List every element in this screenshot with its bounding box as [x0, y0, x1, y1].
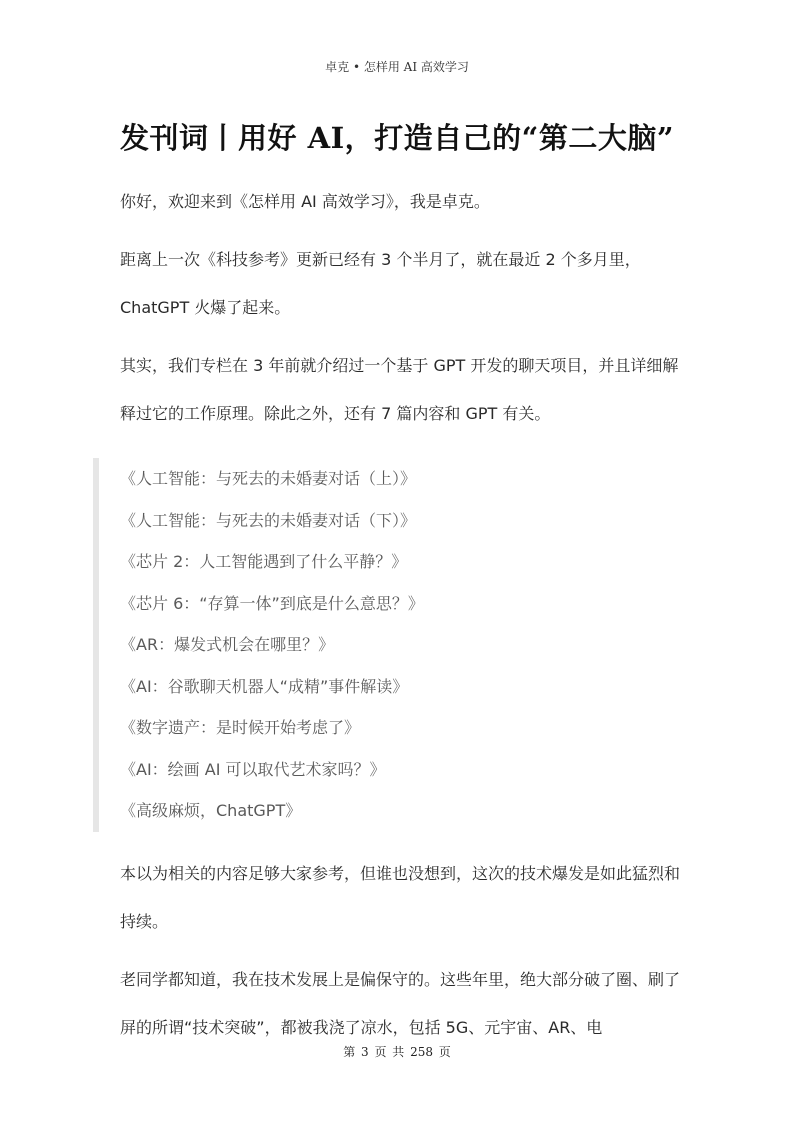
intro-paragraph-greeting: 你好，欢迎来到《怎样用 AI 高效学习》，我是卓克。: [120, 192, 490, 211]
page-number-footer: 第 3 页 共 258 页: [343, 1045, 451, 1059]
intro-paragraph-update: 距离上一次《科技参考》更新已经有 3 个半月了，就在最近 2 个多月里，ChatGPT 火爆了起来。: [120, 250, 641, 317]
related-article-item: 《人工智能：与死去的未婚妻对话（下）》: [120, 510, 417, 530]
related-article-item: 《芯片 6：“存算一体”到底是什么意思？》: [120, 593, 424, 613]
related-article-item: 《AI：绘画 AI 可以取代艺术家吗？》: [120, 759, 386, 779]
related-article-item: 《AR：爆发式机会在哪里？》: [120, 635, 335, 654]
related-article-item: 《数字遗产：是时候开始考虑了》: [120, 718, 361, 737]
related-article-item: 《芯片 2：人工智能遇到了什么平静？》: [120, 552, 408, 571]
related-article-item: 《AI：谷歌聊天机器人“成精”事件解读》: [120, 676, 409, 696]
intro-paragraph-history: 其实，我们专栏在 3 年前就介绍过一个基于 GPT 开发的聊天项目，并且详细解释过它的工作原理。除此之外，还有 7 篇内容和 GPT 有关。: [120, 356, 679, 423]
outro-paragraph-conservative: 老同学都知道，我在技术发展上是偏保守的。这些年里，绝大部分破了圈、刷了屏的所谓“技术突破”，都被我浇了凉水，包括 5G、元宇宙、AR、电: [120, 969, 681, 1037]
outro-paragraph-surprise: 本以为相关的内容足够大家参考，但谁也没想到，这次的技术爆发是如此猛烈和持续。: [120, 863, 681, 931]
related-articles-blockquote: [93, 458, 680, 832]
related-article-item: 《人工智能：与死去的未婚妻对话（上）》: [120, 469, 417, 488]
article-title: 发刊词丨用好 AI，打造自己的“第二大脑”: [120, 121, 675, 155]
running-header: 卓克 • 怎样用 AI 高效学习: [325, 60, 469, 74]
article-body: [120, 178, 680, 1062]
related-article-item: 《高级麻烦，ChatGPT》: [120, 801, 302, 820]
